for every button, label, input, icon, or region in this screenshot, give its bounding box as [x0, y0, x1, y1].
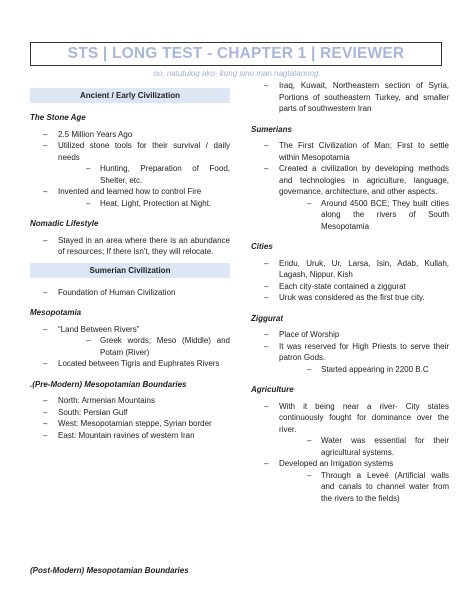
bullet: – With it being near a river- City states continuously fought for dominance over the river.	[251, 401, 449, 436]
bullet: – Stayed in an area where there is an abundance of resources; If there isn't, they will relocate.	[30, 235, 230, 258]
bullet: – 2.5 Million Years Ago	[30, 129, 230, 141]
bullet: – North: Armenian Mountains	[30, 395, 230, 407]
heading-stone-age: The Stone Age	[30, 113, 86, 122]
right-column	[251, 80, 449, 504]
bullet: – Developed an Irrigation systems	[251, 458, 449, 470]
bullet: – Iraq, Kuwait, Northeastern section of Syria, Portions of southeastern Turkey, and smaller parts of southwestern Iran	[251, 80, 449, 115]
document-title: STS | LONG TEST - CHAPTER 1 | REVIEWER	[67, 45, 405, 62]
heading-ziggurat: Ziggurat	[251, 313, 283, 323]
title-box	[30, 42, 442, 66]
bullet: – Place of Worship	[251, 329, 449, 341]
bullet: – Eridu, Uruk, Ur, Larsa, Isin, Adab, Kullah, Lagash, Nippur, Kish	[251, 258, 449, 281]
heading-cities: Cities	[251, 242, 273, 251]
bullet: – East: Mountain ravines of western Iran	[30, 430, 230, 442]
bullet: – Invented and learned how to control Fire	[30, 186, 230, 198]
heading-nomadic: Nomadic Lifestyle	[30, 219, 99, 228]
sub-bullet: – Water was essential for their agricultural systems.	[251, 435, 449, 458]
bullet: – Utilized stone tools for their survival / daily needs	[30, 140, 230, 163]
sub-bullet: – Greek words; Meso (Middle) and Potam (River)	[30, 335, 230, 358]
bullet: – South: Persian Gulf	[30, 407, 230, 419]
section-band-sumerian: Sumerian Civilization	[30, 263, 230, 278]
document-subtitle: oo, natutulog ako- kung sino man nagtatanong	[153, 69, 319, 78]
heading-mesopotamia: Mesopotamia	[30, 308, 82, 317]
bullet: – It was reserved for High Priests to serve their patron Gods.	[251, 341, 449, 364]
left-column	[30, 88, 230, 441]
sub-bullet: – Hunting, Preparation of Food, Shelter, etc.	[30, 163, 230, 186]
bullet: – Foundation of Human Civilization	[30, 287, 230, 299]
bullet: – Created a civilization by developing methods and technologies in agriculture, language, governance, architecture, and other aspects.	[251, 163, 449, 198]
sub-bullet: – Around 4500 BCE; They built cities along the rivers of South Mesopotamia	[251, 198, 449, 233]
section-band-ancient: Ancient / Early Civilization	[30, 88, 230, 103]
bullet: – The First Civilization of Man; First to settle within Mesopotamia	[251, 140, 449, 163]
sub-bullet: – Through a Leveé (Artificial walls and canals to channel water from the rivers to the fields)	[251, 470, 449, 505]
bullet: – Located between Tigris and Euphrates Rivers	[30, 358, 230, 370]
heading-premodern: .(Pre-Modern) Mesopotamian Boundaries	[30, 379, 187, 389]
bullet: – West: Mesopotamian steppe, Syrian border	[30, 418, 230, 430]
heading-agriculture: Agriculture	[251, 385, 294, 394]
heading-sumerians: Sumerians	[251, 124, 292, 134]
sub-bullet: – Heat, Light, Protection at Night.	[30, 198, 230, 210]
bullet: – “Land Between Rivers”	[30, 324, 230, 336]
sub-bullet: – Started appearing in 2200 B.C	[251, 364, 449, 376]
heading-postmodern: (Post-Modern) Mesopotamian Boundaries	[30, 566, 189, 575]
bullet: – Uruk was considered as the first true city.	[251, 292, 449, 304]
bullet: – Each city-state contained a ziggurat	[251, 281, 449, 293]
